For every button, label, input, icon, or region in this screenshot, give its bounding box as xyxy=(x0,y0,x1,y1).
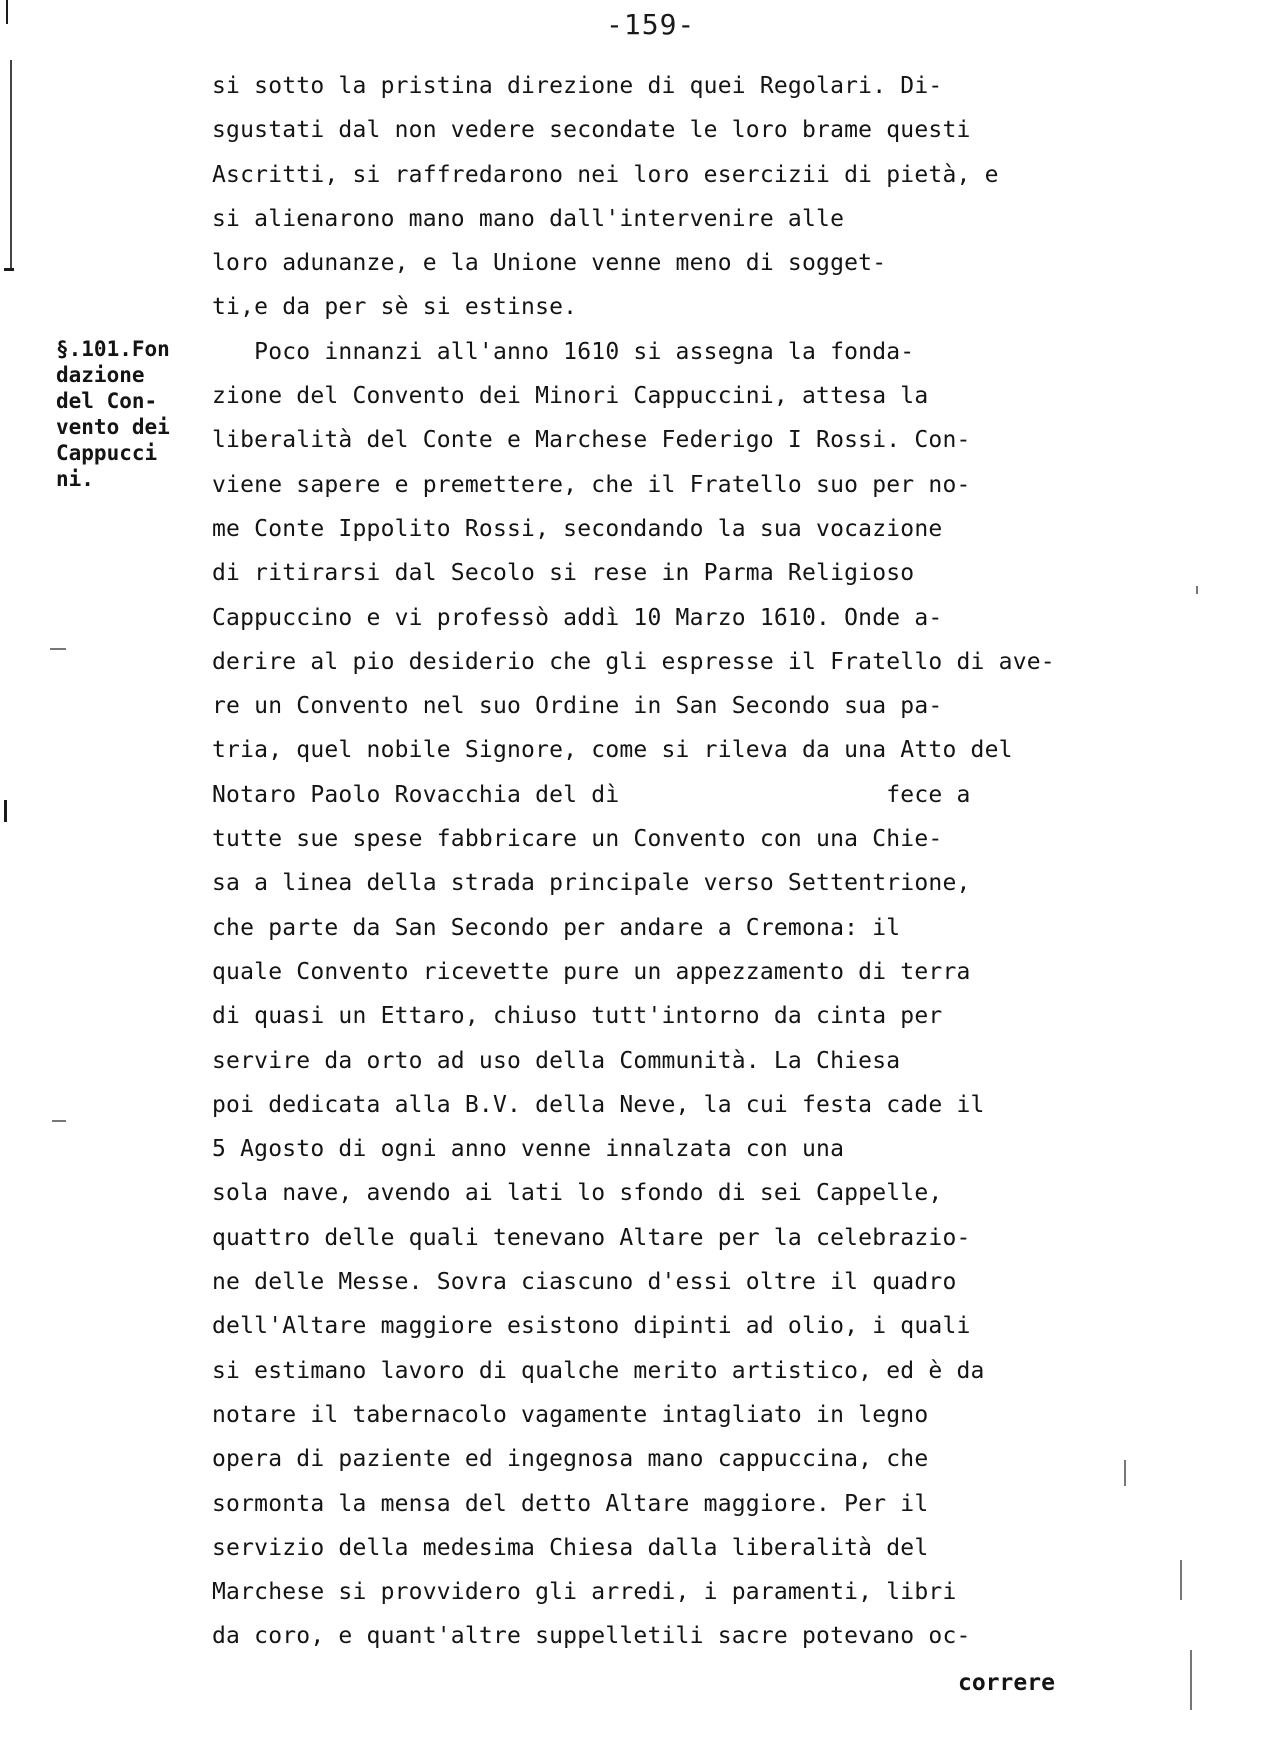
text-line: derire al pio desiderio che gli espresse il Fratello di ave- xyxy=(212,648,1055,675)
text-line: si alienarono mano mano dall'intervenire alle xyxy=(212,205,845,232)
margin-note-line: §.101.Fon xyxy=(56,337,170,361)
margin-note-line: del Con- xyxy=(56,389,158,413)
text-line: Poco innanzi all'anno 1610 si assegna la fonda- xyxy=(212,338,915,365)
text-line: si sotto la pristina direzione di quei Regolari. Di- xyxy=(212,73,943,99)
scan-edge-mark-mid xyxy=(4,800,7,822)
margin-note-line: Cappucci xyxy=(56,441,158,465)
text-line: quale Convento ricevette pure un appezzamento di terra xyxy=(212,958,971,985)
scan-speck xyxy=(1180,1560,1182,1600)
margin-note xyxy=(56,336,206,492)
text-line: si estimano lavoro di qualche merito artistico, ed è da xyxy=(212,1357,985,1384)
scan-edge-mark-top xyxy=(6,0,8,24)
text-line: loro adunanze, e la Unione venne meno di sogget- xyxy=(212,250,887,277)
text-line: tria, quel nobile Signore, come si rileva da una Atto del xyxy=(212,737,1013,764)
scan-speck xyxy=(1190,1650,1192,1710)
text-line: Marchese si provvidero gli arredi, i paramenti, libri xyxy=(212,1579,957,1606)
margin-note-line: ni. xyxy=(56,467,94,491)
text-line: ne delle Messe. Sovra ciascuno d'essi oltre il quadro xyxy=(212,1269,957,1296)
text-line: me Conte Ippolito Rossi, secondando la sua vocazione xyxy=(212,515,943,542)
text-line: servire da orto ad uso della Communità. La Chiesa xyxy=(212,1047,901,1074)
text-line: zione del Convento dei Minori Cappuccini, attesa la xyxy=(212,383,929,410)
text-line: di ritirarsi dal Secolo si rese in Parma Religioso xyxy=(212,560,915,587)
text-line: poi dedicata alla B.V. della Neve, la cui festa cade il xyxy=(212,1091,985,1118)
text-line: di quasi un Ettaro, chiuso tutt'intorno da cinta per xyxy=(212,1003,943,1030)
text-line: viene sapere e premettere, che il Fratello suo per no- xyxy=(212,471,971,498)
margin-note-line: vento dei xyxy=(56,415,170,439)
text-line: sa a linea della strada principale verso Settentrione, xyxy=(212,870,971,897)
scan-speck xyxy=(1196,586,1198,594)
text-line: dell'Altare maggiore esistono dipinti ad olio, i quali xyxy=(212,1313,971,1340)
text-line: ti,e da per sè si estinse. xyxy=(212,294,578,321)
text-line: che parte da San Secondo per andare a Cremona: il xyxy=(212,914,901,941)
body-text xyxy=(212,64,1142,1659)
text-line: Cappuccino e vi professò addì 10 Marzo 1610. Onde a- xyxy=(212,604,943,631)
text-line: da coro, e quant'altre suppelletili sacre potevano oc- xyxy=(212,1623,971,1650)
scan-speck xyxy=(52,1120,66,1122)
text-line: sola nave, avendo ai lati lo sfondo di sei Cappelle, xyxy=(212,1180,943,1207)
text-line: 5 Agosto di ogni anno venne innalzata con una xyxy=(212,1136,845,1163)
text-line: sormonta la mensa del detto Altare maggiore. Per il xyxy=(212,1490,929,1517)
scan-speck xyxy=(50,648,66,650)
text-line: quattro delle quali tenevano Altare per la celebrazio- xyxy=(212,1224,971,1251)
page-number: -159- xyxy=(606,8,696,41)
text-line: Ascritti, si raffredarono nei loro esercizii di pietà, e xyxy=(212,161,999,188)
margin-note-line: dazione xyxy=(56,363,145,387)
trailing-word: correre xyxy=(958,1670,1055,1696)
text-line: Notaro Paolo Rovacchia del dì fece a xyxy=(212,781,971,808)
scan-edge-mark-upper xyxy=(10,60,12,270)
text-line: tutte sue spese fabbricare un Convento con una Chie- xyxy=(212,826,943,853)
scan-edge-mark-notch xyxy=(4,268,14,271)
text-line: notare il tabernacolo vagamente intagliato in legno xyxy=(212,1401,929,1428)
text-line: liberalità del Conte e Marchese Federigo I Rossi. Con- xyxy=(212,427,971,454)
text-line: servizio della medesima Chiesa dalla liberalità del xyxy=(212,1534,929,1561)
text-line: re un Convento nel suo Ordine in San Secondo sua pa- xyxy=(212,693,943,720)
text-line: opera di paziente ed ingegnosa mano cappuccina, che xyxy=(212,1446,929,1473)
text-line: sgustati dal non vedere secondate le loro brame questi xyxy=(212,117,971,144)
